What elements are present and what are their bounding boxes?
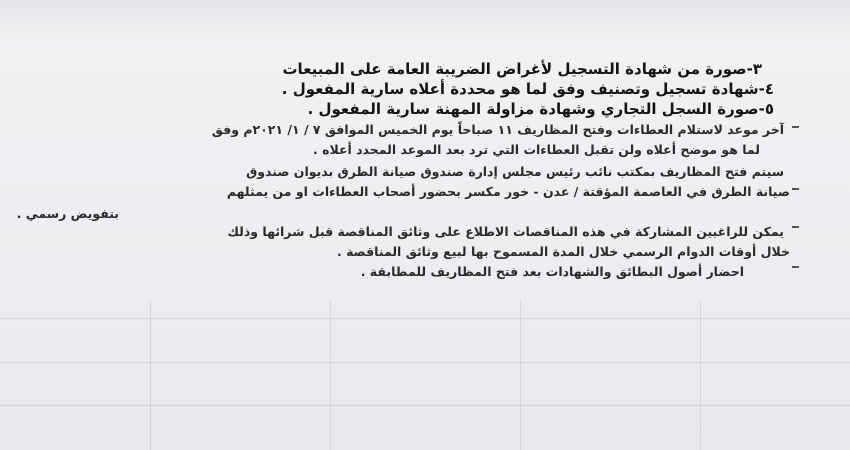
note-line: خلال أوقات الدوام الرسمي خلال المدة المسموح بها لبيع وثائق المناقصة . — [337, 244, 790, 259]
note-line: يمكن للراغبين المشاركة في هذه المناقصات الاطلاع على وثائق المناقصة قبل شرائها وذلك — [227, 224, 784, 239]
requirement-item: ٥-صورة السجل التجاري وشهادة مزاولة المهنة سارية المفعول . — [307, 100, 774, 118]
note-line: سيتم فتح المظاريف بمكتب نائب رئيس مجلس إدارة صندوق صيانة الطرق بديوان صندوق — [246, 164, 784, 179]
note-line: آخر موعد لاستلام العطاءات وفتح المظاريف ١١ صباحاً يوم الخميس الموافق ٧ / ١/ ٢٠٢١م وفق — [211, 122, 784, 137]
note-line: لما هو موضح أعلاه ولن تقبل العطاءات التي ترد بعد الموعد المحدد أعلاه . — [313, 142, 760, 157]
document-text — [16, 0, 814, 450]
requirement-item: ٣-صورة من شهادة التسجيل لأغراض الضريبة العامة على المبيعات — [282, 60, 762, 78]
requirement-item: ٤-شهادة تسجيل وتصنيف وفق لما هو محددة أعلاه سارية المفعول . — [281, 80, 774, 98]
note-line: بتفويض رسمي . — [16, 206, 119, 221]
note-line: صيانة الطرق في العاصمة المؤقتة / عدن - خور مكسر بحضور أصحاب العطاءات او من يمثلهم — [226, 184, 790, 199]
note-line: احضار أصول البطائق والشهادات بعد فتح المظاريف للمطابقة . — [360, 264, 744, 279]
